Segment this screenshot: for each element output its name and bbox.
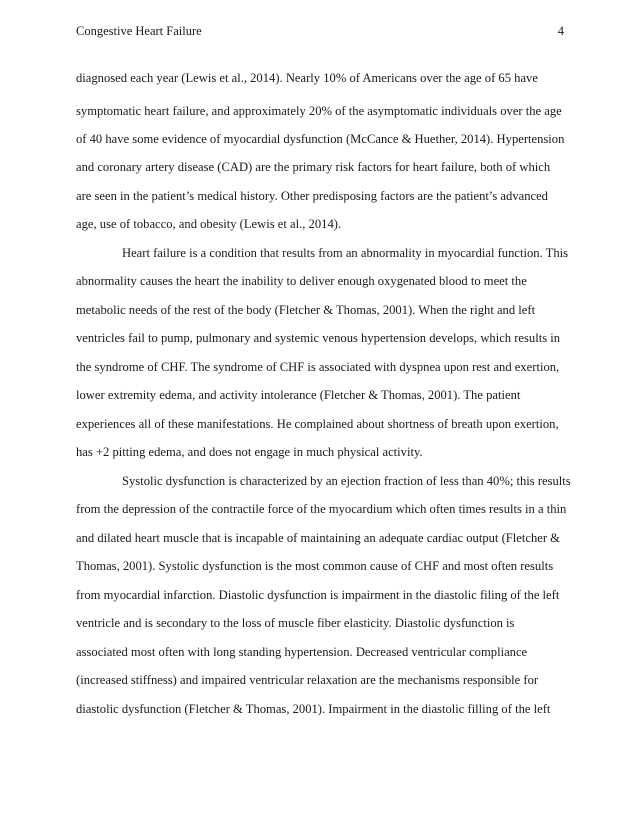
body-line: of 40 have some evidence of myocardial dysfunction (McCance & Huether, 2014). Hypertension — [76, 132, 565, 146]
paragraph-first-line: Heart failure is a condition that results from an abnormality in myocardial function. This — [122, 246, 569, 260]
body-line: experiences all of these manifestations. He complained about shortness of breath upon exertion, — [76, 417, 559, 431]
body-line: (increased stiffness) and impaired ventricular relaxation are the mechanisms responsible for — [76, 673, 539, 687]
body-line: from myocardial infarction. Diastolic dysfunction is impairment in the diastolic filing of the left — [76, 588, 560, 602]
body-line: age, use of tobacco, and obesity (Lewis et al., 2014). — [76, 217, 342, 231]
body-line: the syndrome of CHF. The syndrome of CHF is associated with dyspnea upon rest and exertion, — [76, 360, 560, 374]
body-line: ventricle and is secondary to the loss of muscle fiber elasticity. Diastolic dysfunction is — [76, 616, 515, 630]
body-line: diastolic dysfunction (Fletcher & Thomas, 2001). Impairment in the diastolic filling of the left — [76, 702, 551, 716]
body-line: from the depression of the contractile force of the myocardium which often times results in a thin — [76, 502, 567, 516]
body-line: lower extremity edema, and activity intolerance (Fletcher & Thomas, 2001). The patient — [76, 388, 521, 402]
body-line: Thomas, 2001). Systolic dysfunction is the most common cause of CHF and most often results — [76, 559, 554, 573]
body-line: ventricles fail to pump, pulmonary and systemic venous hypertension develops, which results in — [76, 331, 561, 345]
body-line: and dilated heart muscle that is incapable of maintaining an adequate cardiac output (Fletcher & — [76, 531, 560, 545]
body-line: associated most often with long standing hypertension. Decreased ventricular compliance — [76, 645, 528, 659]
body-line: abnormality causes the heart the inability to deliver enough oxygenated blood to meet the — [76, 274, 527, 288]
body-line: are seen in the patient’s medical history. Other predisposing factors are the patient’s advanced — [76, 189, 548, 203]
body-line: has +2 pitting edema, and does not engage in much physical activity. — [76, 445, 423, 459]
body-line: diagnosed each year (Lewis et al., 2014). Nearly 10% of Americans over the age of 65 have — [76, 71, 538, 85]
paragraph-first-line: Systolic dysfunction is characterized by an ejection fraction of less than 40%; this results — [122, 474, 571, 488]
running-head: Congestive Heart Failure — [76, 24, 202, 38]
body-line: symptomatic heart failure, and approximately 20% of the asymptomatic individuals over the age — [76, 104, 562, 118]
page-number: 4 — [557, 24, 564, 38]
body-line: metabolic needs of the rest of the body (Fletcher & Thomas, 2001). When the right and left — [76, 303, 536, 317]
body-line: and coronary artery disease (CAD) are the primary risk factors for heart failure, both of which — [76, 160, 551, 174]
